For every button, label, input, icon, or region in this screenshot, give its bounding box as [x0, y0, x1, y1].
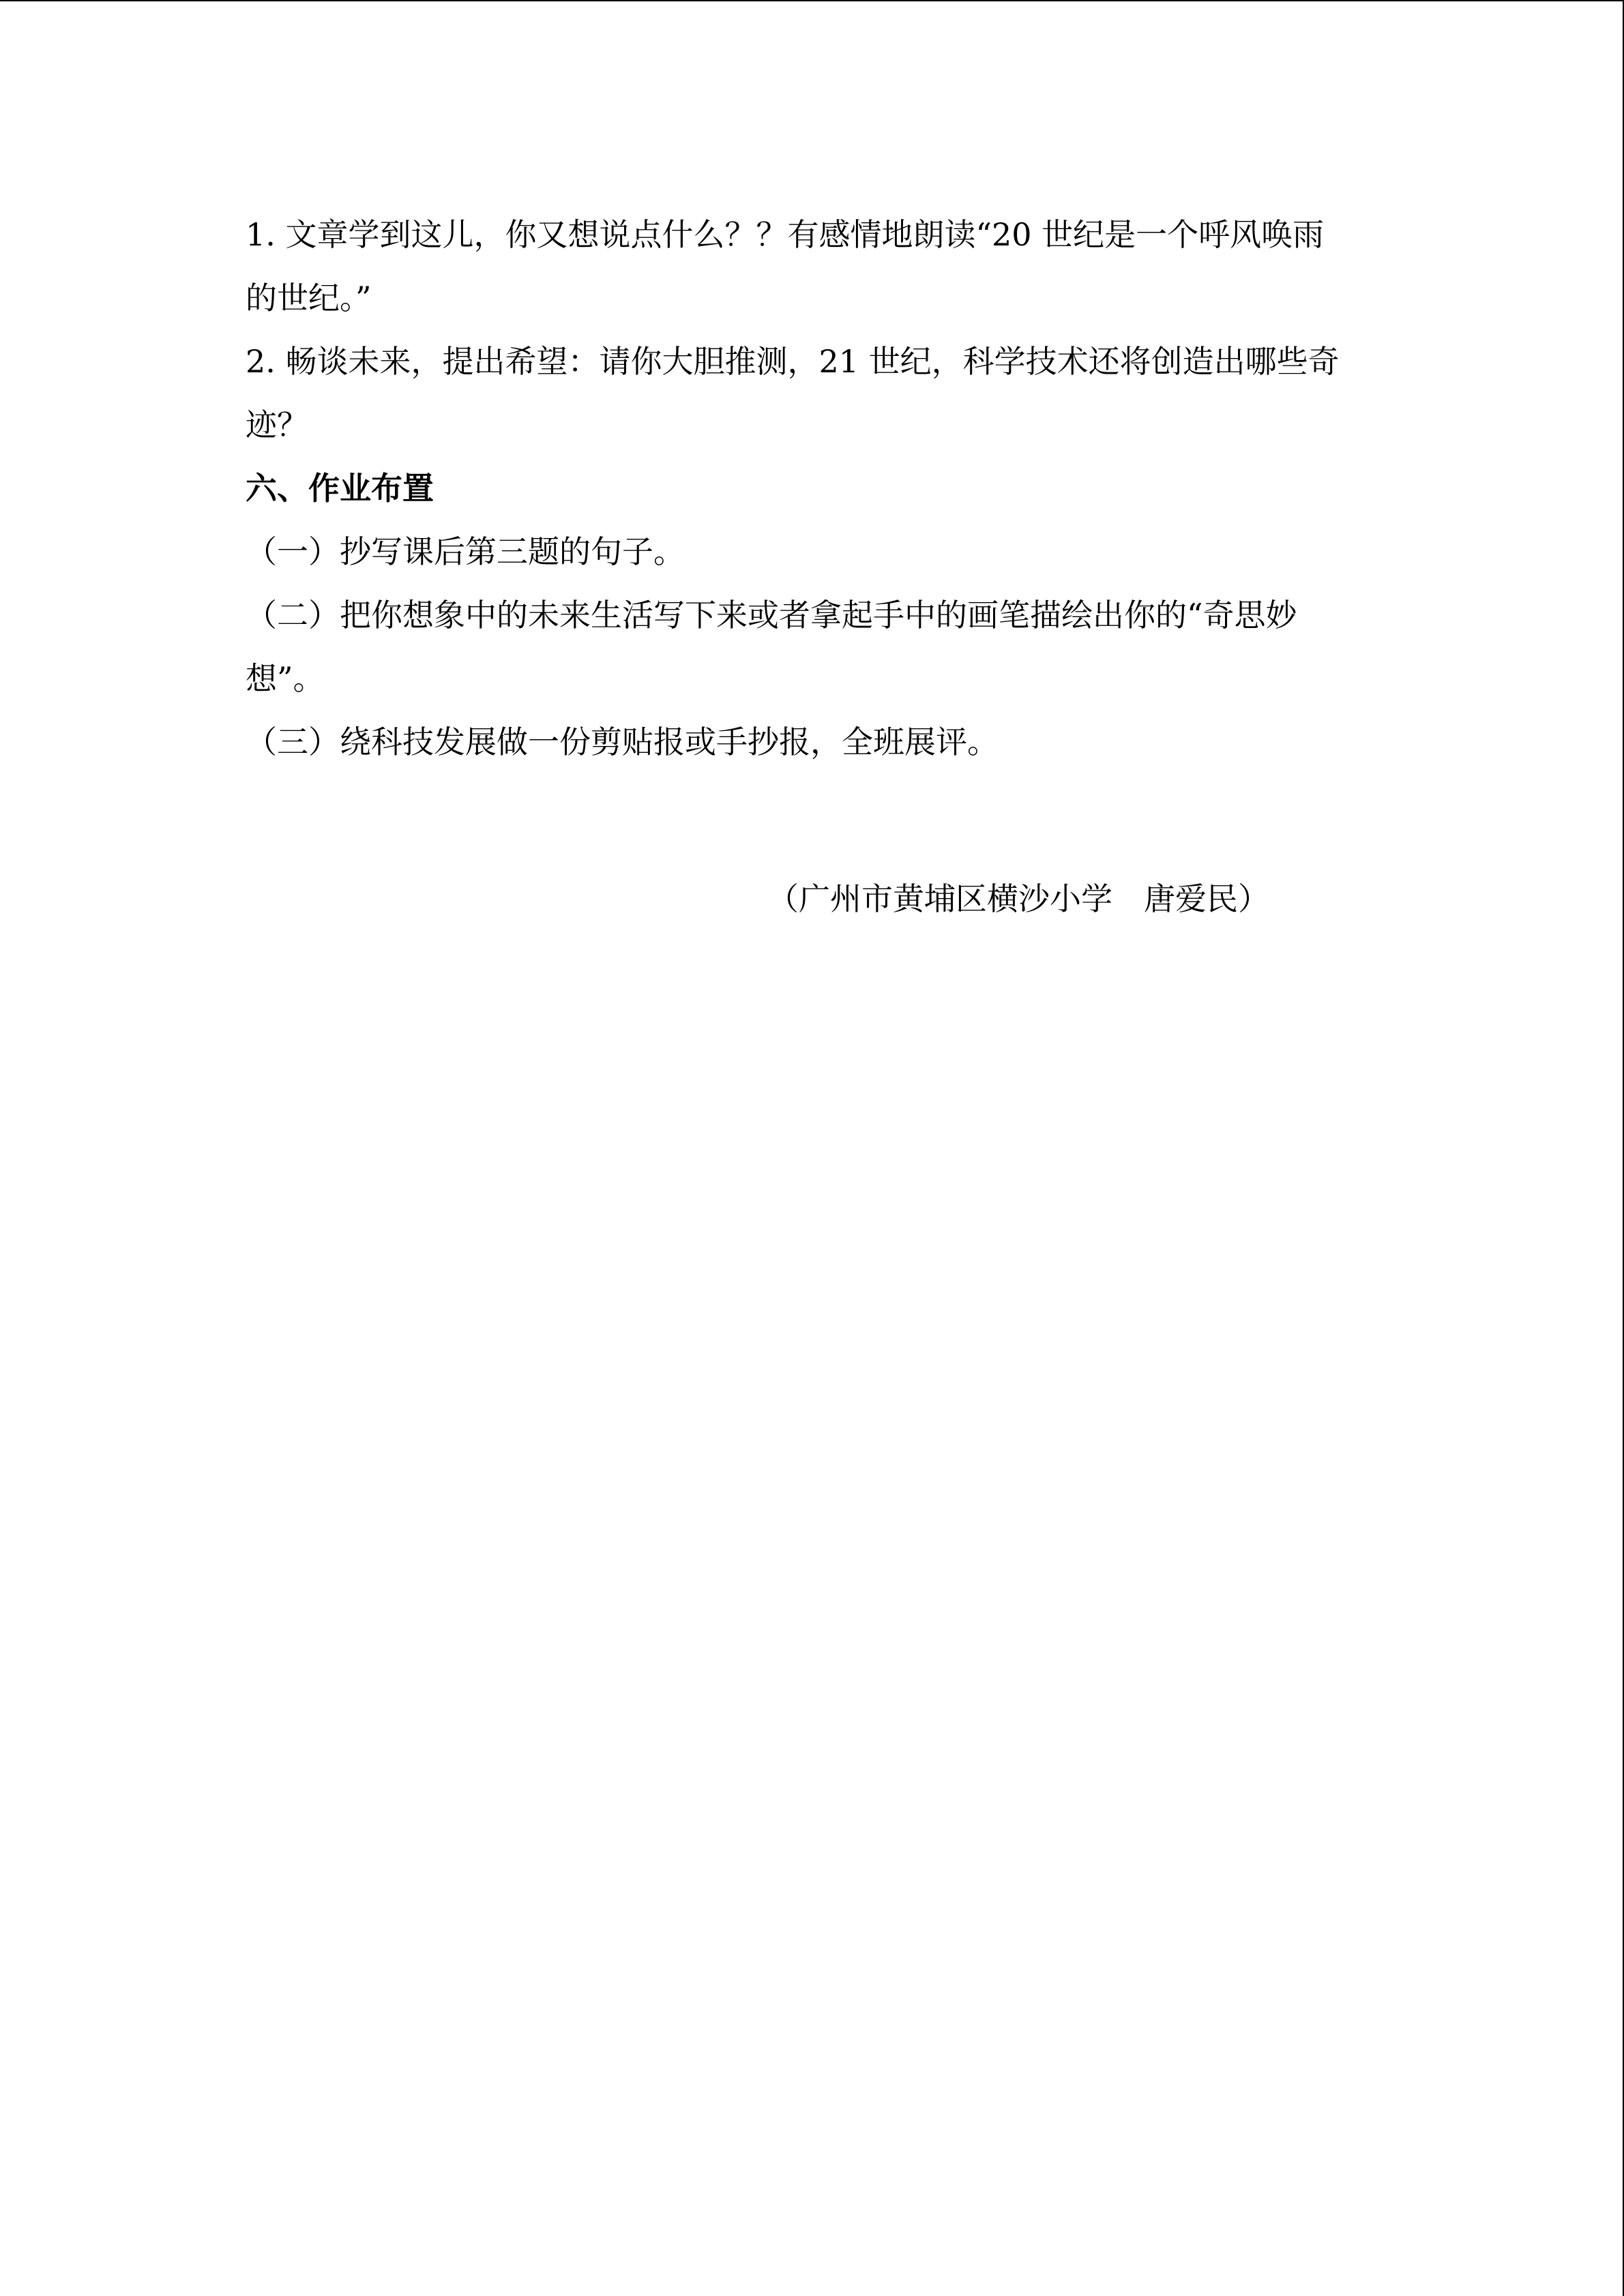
paragraph-1-line-2: 的世纪。” [246, 280, 372, 316]
homework-item-2-line-1: （二）把你想象中的未来生活写下来或者拿起手中的画笔描绘出你的“奇思妙 [246, 597, 1297, 633]
author-signature: （广州市黄埔区横沙小学 唐爱民） [767, 880, 1269, 917]
homework-item-1: （一）抄写课后第三题的句子。 [246, 533, 685, 570]
homework-item-3: （三）绕科技发展做一份剪贴报或手抄报，全班展评。 [246, 724, 999, 760]
homework-item-2-line-2: 想”。 [246, 660, 325, 697]
paragraph-1-line-1: 1. 文章学到这儿，你又想说点什么？？有感情地朗读“20 世纪是一个呼风唤雨 [246, 216, 1325, 253]
page-border-top [0, 0, 1624, 1]
document-body [246, 203, 1378, 774]
paragraph-2-line-2: 迹？ [246, 406, 308, 443]
paragraph-2-line-1: 2. 畅谈未来，提出希望：请你大胆推测，21 世纪，科学技术还将创造出哪些奇 [246, 343, 1340, 380]
section-heading-homework: 六、作业布置 [246, 470, 434, 507]
